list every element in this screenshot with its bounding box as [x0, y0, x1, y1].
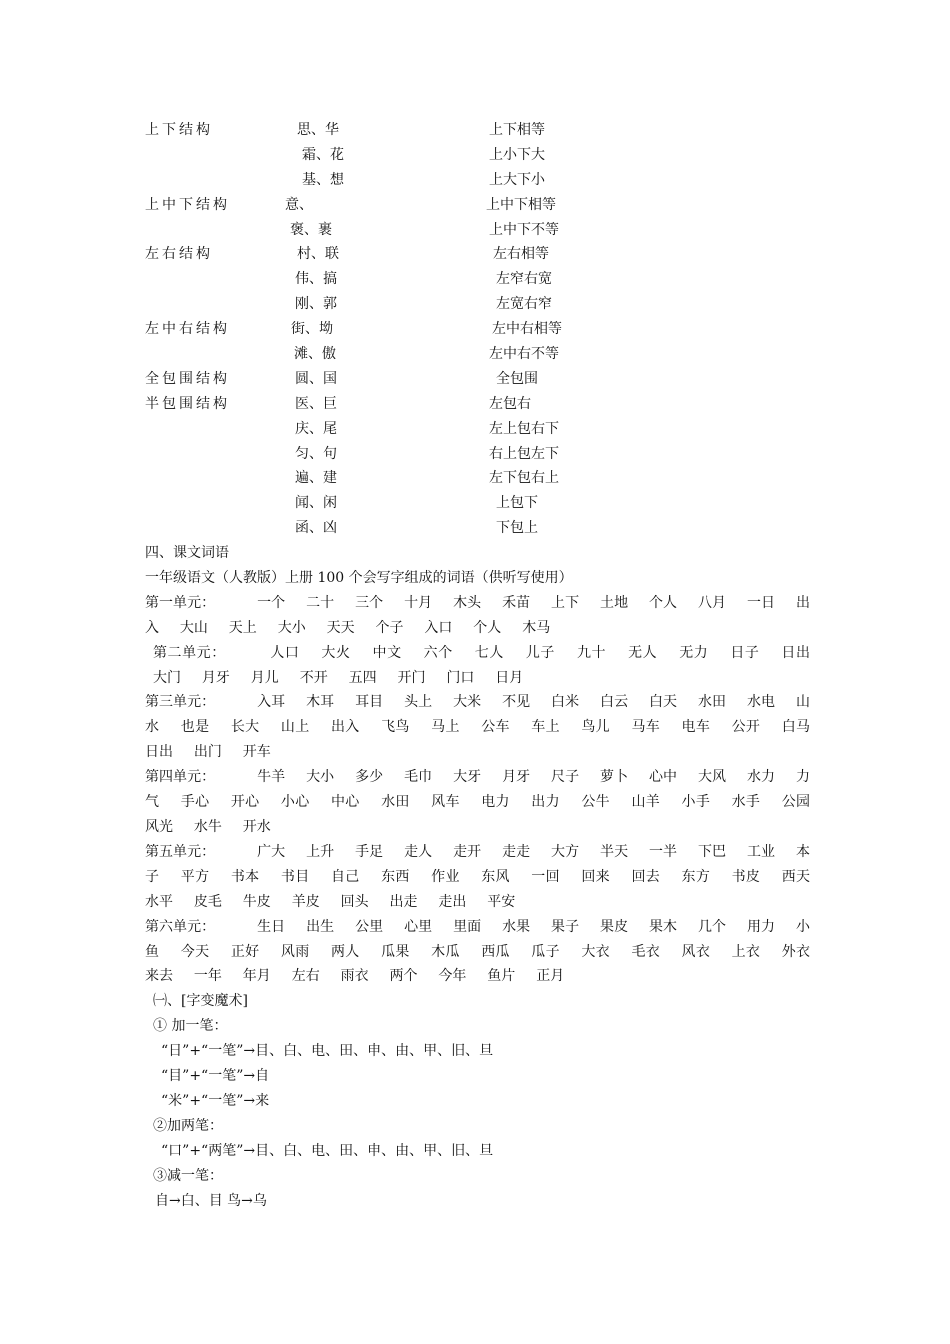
- structure-row: [145, 292, 845, 317]
- unit-words: 人口 大火 中文 六个 七人 儿子 九十 无人 无力 日子 日出 大门 月牙 月儿 不开 五四 开门 门口 日月: [153, 644, 831, 686]
- structure-subtype: 上中下相等: [486, 196, 556, 213]
- add-two-label: ②加两笔：: [153, 1117, 223, 1134]
- structure-examples: 意、: [285, 196, 313, 213]
- unit-label: 第三单元：: [145, 694, 216, 711]
- structure-row: [145, 466, 845, 491]
- unit-words: 广大 上升 手足 走人 走开 走走 大方 半天 一半 下巴 工业 本子 平方 书本 书目 自己 东西 作业 东风 一回 回来 回去 东方 书皮 西天 水平 皮毛 牛皮 羊皮 回头 出走 走出 平安: [145, 843, 831, 910]
- magic-line: “米”+“一笔”→来: [161, 1092, 270, 1109]
- structure-row: [145, 168, 845, 193]
- magic-line: 自→白、目 鸟→乌: [155, 1192, 267, 1209]
- unit-words: 牛羊 大小 多少 毛巾 大牙 月牙 尺子 萝卜 心中 大风 水力 力气 手心 开心 小心 中心 水田 风车 电力 出力 公牛 山羊 小手 水手 公园 风光 水牛 开水: [145, 769, 831, 835]
- structure-row: [145, 118, 845, 143]
- structure-subtype: 左包右: [489, 395, 531, 412]
- structure-subtype: 左上包右下: [489, 420, 559, 437]
- structure-examples: 褒、裹: [290, 221, 332, 238]
- structure-subtype: 上包下: [496, 495, 538, 512]
- structure-subtype: 左右相等: [493, 246, 549, 263]
- structure-examples: 医、巨: [295, 395, 337, 412]
- structure-examples: 圆、国: [295, 370, 337, 387]
- structure-row: [145, 218, 845, 243]
- structure-row: [145, 267, 845, 292]
- magic-heading: ㈠、[字变魔术]: [153, 993, 248, 1010]
- structure-subtype: 左中右相等: [492, 321, 562, 338]
- structure-row: [145, 193, 845, 218]
- structure-row: [145, 317, 845, 342]
- unit-label: 第一单元：: [145, 594, 216, 611]
- unit-label: 第四单元：: [145, 769, 216, 786]
- add-one-lines: [145, 1039, 810, 1114]
- magic-line: “口”+“两笔”→目、白、电、田、申、由、甲、旧、旦: [161, 1142, 494, 1159]
- structure-examples: 基、想: [302, 171, 344, 188]
- structure-name: 上下结构: [145, 122, 213, 138]
- structure-name: 左右结构: [145, 246, 213, 263]
- structure-examples: 闻、闲: [295, 495, 337, 512]
- structure-subtype: 左窄右宽: [496, 271, 552, 288]
- unit-paragraph: [145, 915, 831, 990]
- structure-row: [145, 242, 845, 267]
- unit-words: 一个 二十 三个 十月 木头 禾苗 上下 土地 个人 八月 一日 出入 大山 天上 大小 天天 个子 入口 个人 木马: [145, 594, 810, 636]
- structure-row: [145, 392, 845, 417]
- structure-name: 全包围结构: [145, 370, 230, 387]
- unit-label: 第二单元：: [153, 644, 226, 661]
- structure-subtype: 上大下小: [489, 171, 545, 188]
- structure-row: [145, 417, 845, 442]
- structure-subtype: 上下相等: [489, 122, 545, 138]
- magic-line: “目”+“一笔”→自: [161, 1068, 270, 1085]
- unit-label: 第六单元：: [145, 918, 216, 935]
- structure-row: [145, 442, 845, 467]
- section-heading: 四、课文词语: [145, 545, 229, 561]
- structure-subtype: 左中右不等: [489, 346, 559, 363]
- structure-examples: 刚、郭: [295, 296, 337, 313]
- structure-row: [145, 143, 845, 168]
- add-one-label: ① 加一笔：: [153, 1018, 228, 1035]
- structure-examples: 思、华: [297, 122, 339, 138]
- unit-words: 生日 出生 公里 心里 里面 水果 果子 果皮 果木 几个 用力 小鱼 今天 正好 风雨 两人 瓜果 木瓜 西瓜 瓜子 大衣 毛衣 风衣 上衣 外衣 来去 一年 年月 左右 雨衣 两个 今年 鱼片 正月: [145, 918, 831, 985]
- structure-examples: 遍、建: [295, 470, 337, 487]
- minus-one-label: ③减一笔：: [153, 1167, 223, 1184]
- unit-paragraph: [145, 840, 831, 915]
- unit-paragraph: [145, 641, 831, 691]
- unit-paragraph: [145, 690, 831, 765]
- structure-examples: 滩、傲: [294, 346, 336, 363]
- minus-one-lines: [145, 1189, 810, 1214]
- unit-list: [145, 591, 831, 990]
- add-two-lines: [145, 1139, 810, 1164]
- structure-examples: 街、坳: [291, 321, 333, 338]
- structure-row: [145, 367, 845, 392]
- unit-words: 入耳 木耳 耳目 头上 大米 不见 白米 白云 白天 水田 水电 山水 也是 长大 山上 出入 飞鸟 马上 公车 车上 鸟儿 马车 电车 公开 白马 日出 出门 开车: [145, 694, 831, 761]
- structure-examples: 匀、句: [295, 445, 337, 462]
- structure-row: [145, 491, 845, 516]
- unit-label: 第五单元：: [145, 843, 216, 860]
- unit-paragraph: [145, 591, 810, 641]
- structure-subtype: 全包围: [496, 370, 538, 387]
- structure-table: [145, 118, 845, 541]
- structure-examples: 庆、尾: [295, 420, 337, 437]
- structure-row: [145, 516, 845, 541]
- vocab-intro: 一年级语文（人教版）上册 100 个会写字组成的词语（供听写使用）: [145, 569, 573, 586]
- structure-examples: 函、凶: [295, 520, 337, 537]
- structure-name: 半包围结构: [145, 395, 230, 412]
- vocab-section: [145, 541, 831, 1213]
- structure-subtype: 左下包右上: [489, 470, 559, 487]
- structure-examples: 村、联: [297, 246, 339, 263]
- structure-row: [145, 342, 845, 367]
- structure-examples: 伟、搞: [295, 271, 337, 288]
- structure-name: 上中下结构: [145, 196, 230, 213]
- structure-examples: 霜、花: [302, 146, 344, 163]
- unit-paragraph: [145, 765, 831, 840]
- structure-subtype: 上中下不等: [489, 221, 559, 238]
- structure-subtype: 下包上: [496, 520, 538, 537]
- structure-name: 左中右结构: [145, 321, 230, 338]
- structure-subtype: 右上包左下: [489, 445, 559, 462]
- structure-subtype: 左宽右窄: [496, 296, 552, 313]
- structure-subtype: 上小下大: [489, 146, 545, 163]
- magic-line: “日”+“一笔”→目、白、电、田、申、由、甲、旧、旦: [161, 1043, 494, 1060]
